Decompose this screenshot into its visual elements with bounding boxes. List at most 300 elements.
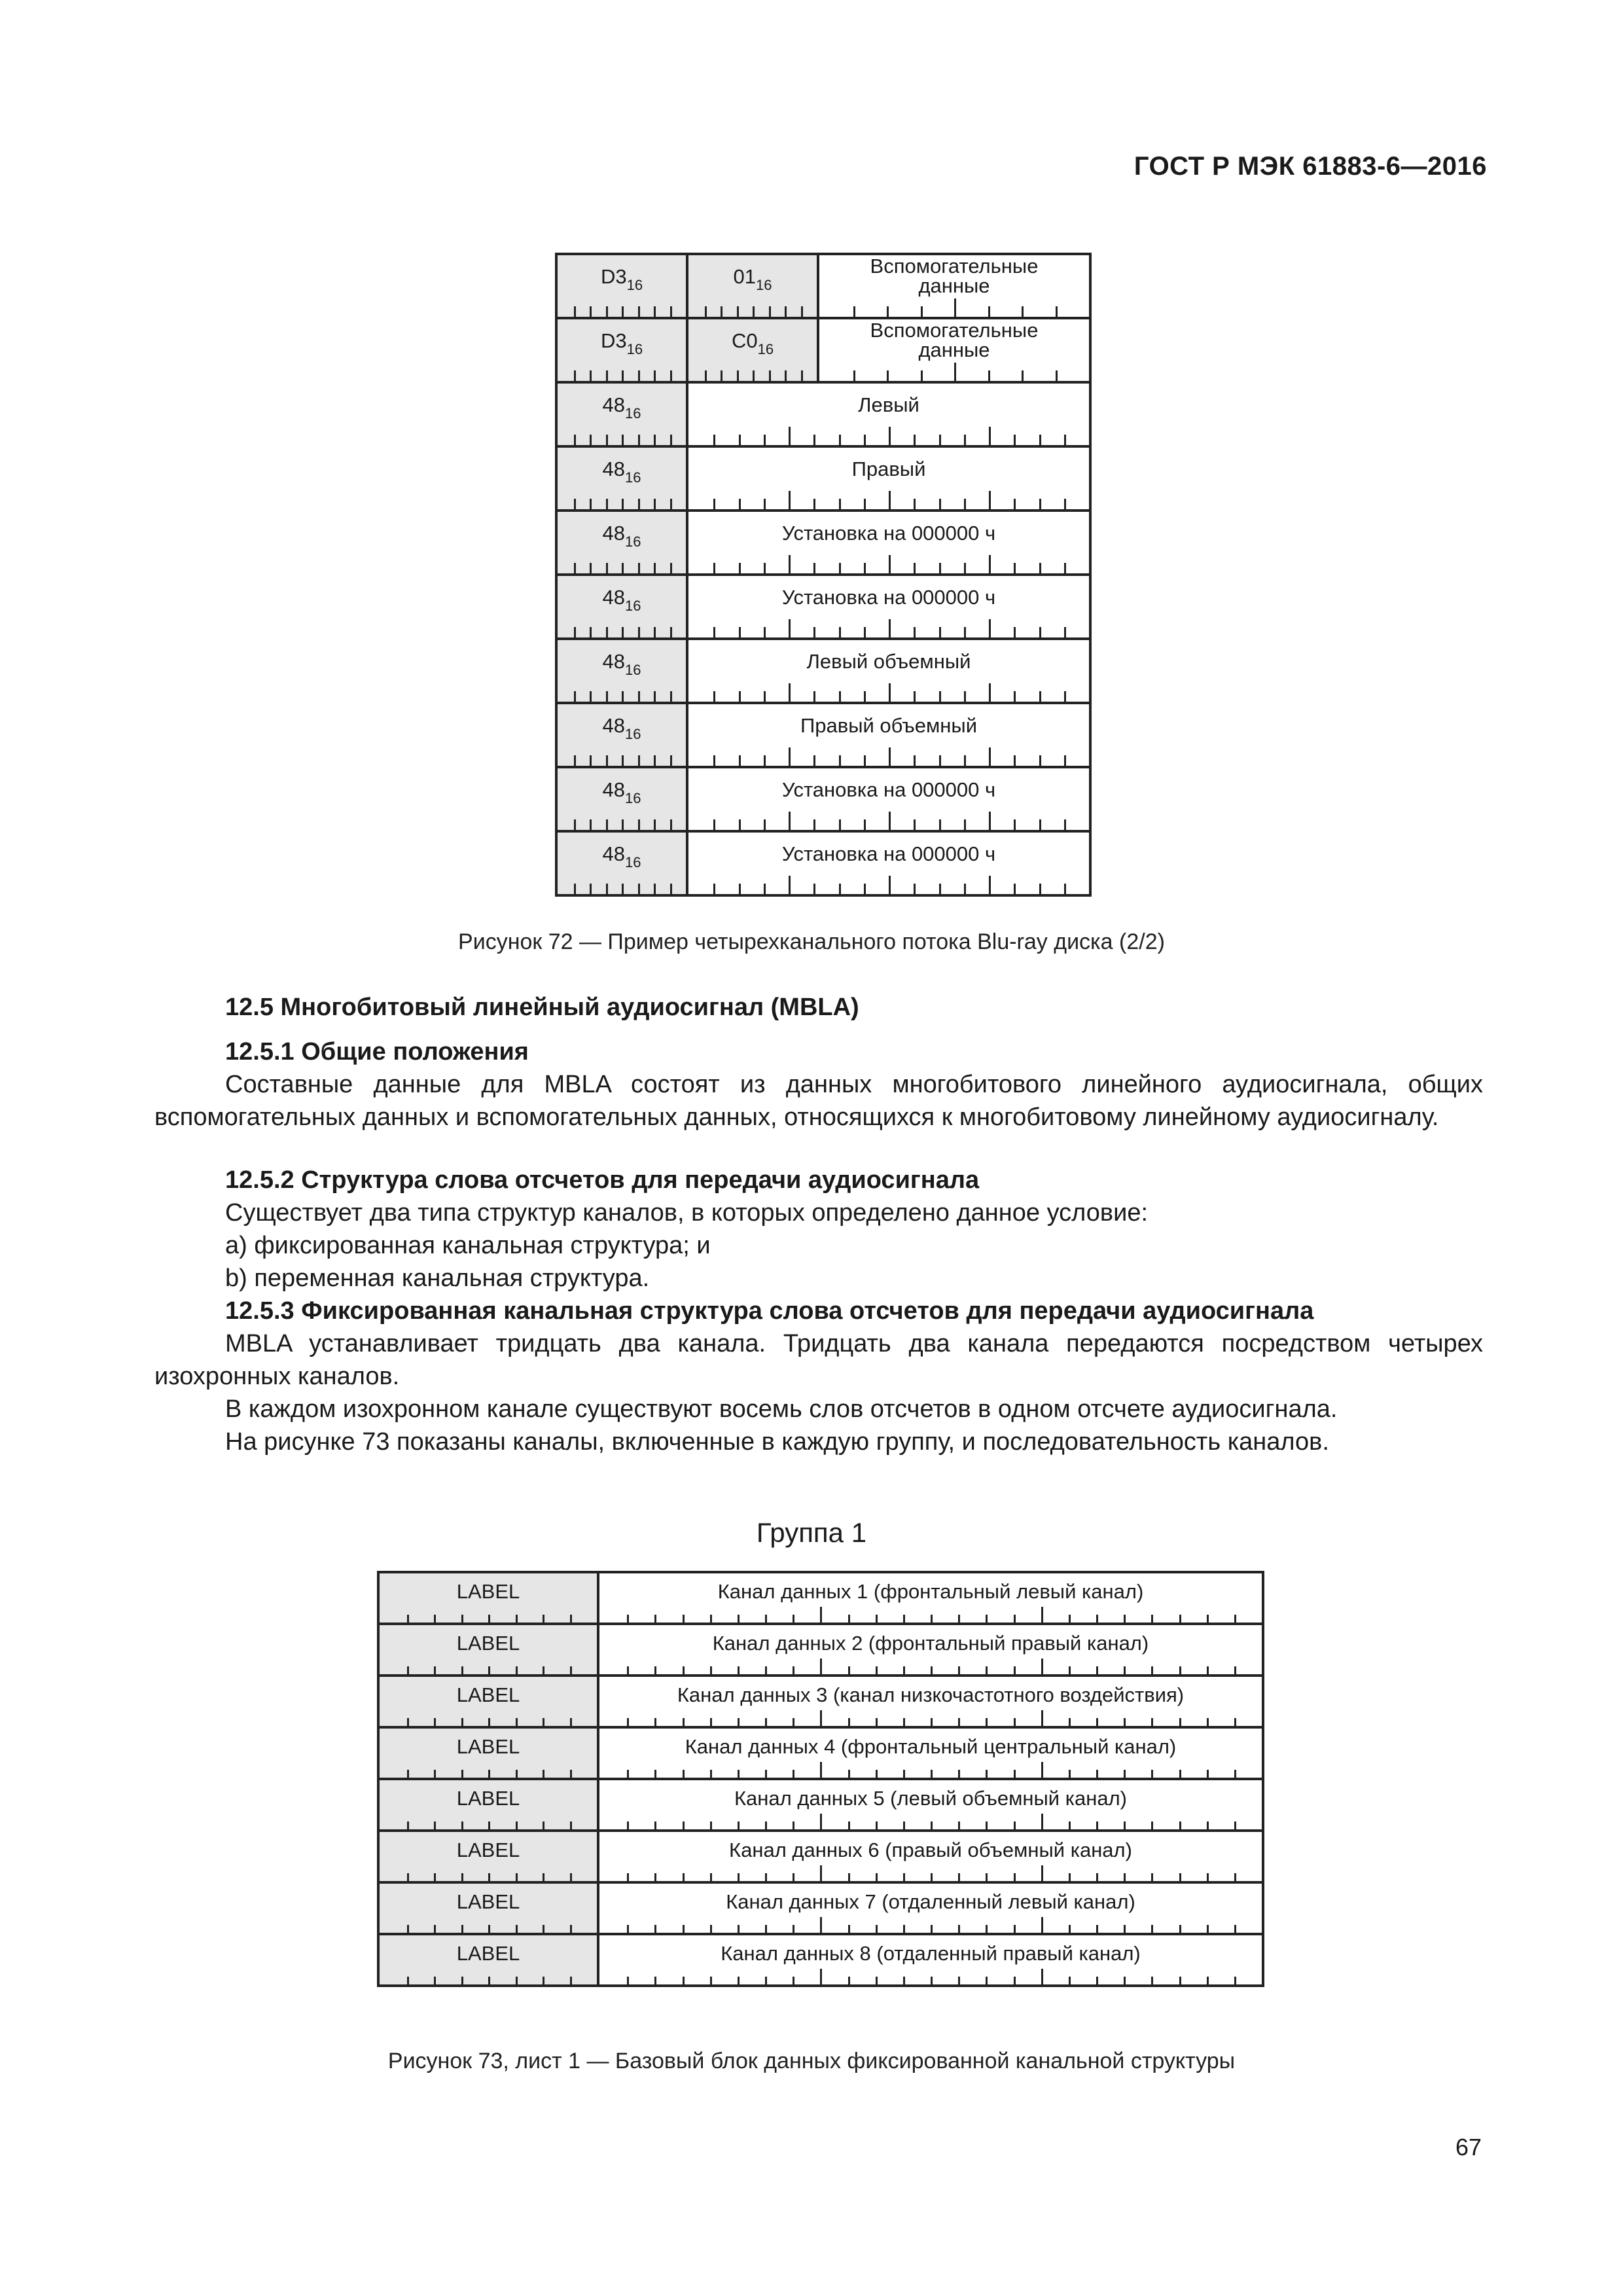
tick [939, 819, 941, 830]
tick [889, 747, 891, 766]
tick [903, 1873, 905, 1881]
section-heading-12-5-3: 12.5.3 Фиксированная канальная структура слова отсчетов для передачи аудиосигнала [225, 1297, 1314, 1325]
tick [1064, 435, 1066, 445]
hex-code-label [558, 652, 686, 680]
channel-label [688, 780, 1089, 800]
tick [1022, 370, 1024, 381]
hex-code-base: 16 [625, 598, 641, 614]
tick [1039, 755, 1041, 766]
tick [964, 691, 966, 702]
tick [627, 1925, 629, 1933]
tick [638, 884, 640, 894]
channel-cell [688, 768, 1089, 830]
tick [670, 819, 672, 830]
tick [848, 1770, 850, 1778]
tick [789, 555, 791, 573]
tick [434, 1615, 436, 1623]
tick [638, 370, 640, 381]
tick [1151, 1873, 1153, 1881]
tick [570, 1873, 572, 1881]
tick [764, 627, 766, 637]
hex-code-cell [558, 384, 688, 445]
tick [986, 1615, 988, 1623]
channel-cell [688, 833, 1089, 894]
tick [889, 427, 891, 445]
tick [461, 1770, 463, 1778]
tick [488, 1666, 490, 1674]
tick [986, 1925, 988, 1933]
tick [570, 1615, 572, 1623]
tick [574, 755, 576, 766]
hex-code-value: 48 [602, 586, 625, 609]
tick [627, 1615, 629, 1623]
label-cell [380, 1780, 599, 1829]
tick [914, 499, 916, 509]
tick [1014, 1770, 1016, 1778]
tick [622, 691, 624, 702]
tick [1064, 755, 1066, 766]
tick [986, 1770, 988, 1778]
tick [793, 1615, 794, 1623]
tick [570, 1925, 572, 1933]
tick [813, 627, 815, 637]
tick [889, 683, 891, 702]
tick [606, 627, 608, 637]
tick [1234, 1925, 1236, 1933]
label-text: LABEL [456, 1580, 520, 1603]
tick [738, 1873, 740, 1881]
tick [793, 1925, 794, 1933]
hex-code-label [558, 588, 686, 616]
data-channel-label: Канал данных 3 (канал низкочастотного воздействия) [677, 1683, 1185, 1706]
tick [638, 691, 640, 702]
tick [654, 1977, 656, 1984]
tick [710, 1718, 712, 1726]
tick [434, 1821, 436, 1829]
tick [1179, 1821, 1181, 1829]
tick [1096, 1770, 1098, 1778]
tick [683, 1821, 685, 1829]
hex-code-label [688, 267, 817, 295]
tick [769, 306, 771, 317]
tick [627, 1821, 629, 1829]
tick [606, 499, 608, 509]
tick [813, 884, 815, 894]
tick [789, 747, 791, 766]
tick [1207, 1925, 1209, 1933]
hex-code-base: 16 [625, 790, 641, 806]
channel-label-line: Левый объемный [806, 650, 971, 673]
tick [1039, 499, 1041, 509]
tick [988, 306, 990, 317]
tick [627, 1718, 629, 1726]
hex-code-base: 16 [757, 341, 774, 357]
tick [654, 1666, 656, 1674]
channel-label-line: Установка на 000000 ч [781, 778, 996, 801]
tick [738, 1977, 740, 1984]
tick [765, 1925, 767, 1933]
hex-code-label [558, 780, 686, 808]
tick-marks [558, 495, 686, 509]
tick [705, 306, 707, 317]
hex-code-cell [688, 319, 819, 381]
tick [654, 1615, 656, 1623]
tick [638, 306, 640, 317]
hex-code-base: 16 [625, 405, 641, 422]
tick [1039, 627, 1041, 637]
tick-marks [380, 1661, 597, 1674]
tick [958, 1873, 960, 1881]
tick [958, 1925, 960, 1933]
figure-73-row [380, 1729, 1262, 1780]
tick [1039, 563, 1041, 573]
label-text: LABEL [456, 1839, 520, 1861]
hex-code-value: D3 [600, 329, 627, 352]
tick [939, 755, 941, 766]
tick [516, 1977, 518, 1984]
tick [739, 691, 741, 702]
tick [739, 435, 741, 445]
tick [848, 1615, 850, 1623]
tick-marks [688, 431, 1089, 445]
tick [988, 370, 990, 381]
tick [1039, 435, 1041, 445]
tick [813, 691, 815, 702]
section-heading-12-5-1: 12.5.1 Общие положения [225, 1038, 529, 1066]
tick [876, 1821, 878, 1829]
tick [1124, 1821, 1126, 1829]
data-channel-cell [599, 1884, 1262, 1933]
tick [543, 1977, 544, 1984]
tick-marks [380, 1920, 597, 1933]
tick [876, 1873, 878, 1881]
tick-marks [380, 1971, 597, 1984]
tick [903, 1925, 905, 1933]
tick [765, 1770, 767, 1778]
tick [622, 819, 624, 830]
figure-73-row [380, 1935, 1262, 1987]
tick-marks [380, 1765, 597, 1778]
tick [590, 819, 592, 830]
tick [958, 1615, 960, 1623]
tick [839, 563, 841, 573]
tick-marks [688, 559, 1089, 573]
data-channel-label: Канал данных 4 (фронтальный центральный канал) [685, 1735, 1177, 1758]
tick [590, 499, 592, 509]
tick [986, 1873, 988, 1881]
tick [813, 563, 815, 573]
tick [1234, 1770, 1236, 1778]
tick [606, 755, 608, 766]
tick [1041, 1814, 1043, 1829]
tick [1234, 1615, 1236, 1623]
tick [964, 819, 966, 830]
label-cell [380, 1729, 599, 1778]
tick-marks [599, 1816, 1262, 1829]
tick [516, 1615, 518, 1623]
tick [820, 1814, 822, 1829]
tick [407, 1666, 409, 1674]
figure-73-caption: Рисунок 73, лист 1 — Базовый блок данных фиксированной канальной структуры [387, 2049, 1236, 2073]
tick [939, 884, 941, 894]
tick [864, 563, 866, 573]
tick [793, 1718, 794, 1726]
hex-code-cell [558, 833, 688, 894]
tick [958, 1821, 960, 1829]
tick [964, 435, 966, 445]
tick [739, 884, 741, 894]
tick [1014, 563, 1016, 573]
tick [407, 1873, 409, 1881]
tick [407, 1821, 409, 1829]
tick [848, 1977, 850, 1984]
channel-label [688, 652, 1089, 672]
tick [889, 812, 891, 830]
tick [964, 627, 966, 637]
label-text: LABEL [456, 1890, 520, 1913]
channel-label [688, 395, 1089, 415]
tick [989, 491, 991, 509]
tick [1069, 1666, 1071, 1674]
tick [738, 1925, 740, 1933]
tick [820, 1659, 822, 1674]
tick [789, 876, 791, 894]
tick [713, 499, 715, 509]
tick [1069, 1821, 1071, 1829]
tick-marks [599, 1609, 1262, 1623]
hex-code-cell [688, 255, 819, 317]
tick-marks [380, 1609, 597, 1623]
hex-code-value: 48 [602, 778, 625, 801]
tick [737, 306, 739, 317]
hex-code-value: 48 [602, 457, 625, 480]
tick [606, 691, 608, 702]
tick [434, 1770, 436, 1778]
tick [1234, 1666, 1236, 1674]
group-title: Группа 1 [756, 1517, 867, 1548]
tick [864, 499, 866, 509]
tick [753, 370, 755, 381]
page-number: 67 [1455, 2134, 1482, 2161]
hex-code-value: 01 [733, 265, 756, 288]
tick [407, 1977, 409, 1984]
data-channel-label: Канал данных 1 (фронтальный левый канал) [717, 1580, 1144, 1603]
hex-code-cell [558, 768, 688, 830]
channel-label-line: Вспомогательные [870, 255, 1039, 278]
paragraph-general [154, 1068, 1483, 1134]
tick [839, 499, 841, 509]
tick [1064, 563, 1066, 573]
data-channel-label: Канал данных 2 (фронтальный правый канал) [712, 1632, 1149, 1655]
channel-label [688, 716, 1089, 736]
tick [1234, 1718, 1236, 1726]
tick [765, 1977, 767, 1984]
tick [606, 884, 608, 894]
paragraph-general-text: Составные данные для MBLA состоят из данных многобитового линейного аудиосигнала, общих вспомогательных данных и вспомогательных данных, относящихся к многобитовому линейному аудиосигналу. [154, 1071, 1483, 1131]
figure-72-row [558, 319, 1089, 384]
tick [1151, 1770, 1153, 1778]
tick [764, 563, 766, 573]
tick [670, 370, 672, 381]
tick [820, 1969, 822, 1984]
tick [622, 627, 624, 637]
tick [820, 1710, 822, 1726]
tick [1124, 1718, 1126, 1726]
tick [1207, 1770, 1209, 1778]
tick [710, 1977, 712, 1984]
tick [590, 435, 592, 445]
tick [1096, 1873, 1098, 1881]
section-heading-12-5-2: 12.5.2 Структура слова отсчетов для передачи аудиосигнала [225, 1166, 980, 1194]
label-cell [380, 1677, 599, 1726]
channel-cell [688, 448, 1089, 509]
tick [713, 563, 715, 573]
label-text: LABEL [456, 1632, 520, 1655]
tick [764, 884, 766, 894]
tick [1014, 1977, 1016, 1984]
tick [876, 1977, 878, 1984]
figure-73-table [377, 1571, 1264, 1987]
tick [853, 306, 855, 317]
tick [638, 819, 640, 830]
tick [570, 1977, 572, 1984]
tick [903, 1615, 905, 1623]
tick [622, 499, 624, 509]
figure-72-row [558, 448, 1089, 512]
tick [958, 1977, 960, 1984]
hex-code-cell [558, 576, 688, 637]
tick [1151, 1925, 1153, 1933]
data-channel-label: Канал данных 5 (левый объемный канал) [734, 1787, 1127, 1810]
tick [488, 1821, 490, 1829]
tick [683, 1977, 685, 1984]
tick [516, 1925, 518, 1933]
channel-label-line: данные [918, 274, 990, 297]
tick [670, 755, 672, 766]
tick-marks [688, 880, 1089, 894]
tick [710, 1666, 712, 1674]
hex-code-label [558, 267, 686, 295]
label-cell [380, 1625, 599, 1674]
tick [1234, 1821, 1236, 1829]
tick [1014, 1615, 1016, 1623]
tick [590, 306, 592, 317]
tick [638, 435, 640, 445]
channel-label-line: данные [918, 338, 990, 361]
hex-code-label [558, 844, 686, 872]
tick-marks [558, 431, 686, 445]
tick [654, 755, 656, 766]
tick [713, 691, 715, 702]
tick [461, 1615, 463, 1623]
tick [574, 691, 576, 702]
tick [574, 370, 576, 381]
tick [864, 691, 866, 702]
tick [1022, 306, 1024, 317]
tick [903, 1821, 905, 1829]
tick [461, 1718, 463, 1726]
tick [516, 1666, 518, 1674]
tick [713, 884, 715, 894]
tick [1014, 1925, 1016, 1933]
tick [864, 819, 866, 830]
tick [488, 1770, 490, 1778]
tick [931, 1718, 933, 1726]
tick [516, 1770, 518, 1778]
tick [1207, 1666, 1209, 1674]
hex-code-label [558, 459, 686, 488]
data-channel-cell [599, 1729, 1262, 1778]
tick [1096, 1821, 1098, 1829]
tick [914, 627, 916, 637]
tick [887, 370, 889, 381]
tick [654, 819, 656, 830]
hex-code-label [558, 395, 686, 423]
tick [1207, 1977, 1209, 1984]
tick [683, 1666, 685, 1674]
tick [789, 683, 791, 702]
tick [839, 627, 841, 637]
tick [793, 1873, 794, 1881]
tick-marks [558, 751, 686, 766]
tick [1179, 1770, 1181, 1778]
tick-marks [688, 816, 1089, 830]
tick-marks [688, 623, 1089, 637]
tick [839, 691, 841, 702]
channel-cell [688, 512, 1089, 573]
tick [710, 1925, 712, 1933]
tick [627, 1770, 629, 1778]
tick [654, 1821, 656, 1829]
tick-marks [380, 1816, 597, 1829]
list-item-b: b) переменная канальная структура. [225, 1265, 650, 1292]
hex-code-base: 16 [756, 277, 772, 293]
tick [931, 1666, 933, 1674]
tick [989, 427, 991, 445]
tick [921, 306, 923, 317]
tick [989, 876, 991, 894]
tick [1039, 691, 1041, 702]
tick [1041, 1969, 1043, 1984]
tick [864, 435, 866, 445]
tick [1179, 1718, 1181, 1726]
tick [765, 1615, 767, 1623]
figure-72-row [558, 255, 1089, 319]
tick [1096, 1666, 1098, 1674]
label-cell [380, 1935, 599, 1984]
tick [958, 1718, 960, 1726]
tick [914, 691, 916, 702]
hex-code-base: 16 [625, 533, 641, 550]
tick [848, 1925, 850, 1933]
tick [516, 1873, 518, 1881]
tick [570, 1718, 572, 1726]
tick [654, 499, 656, 509]
figure-72-row [558, 576, 1089, 640]
tick [903, 1770, 905, 1778]
paragraph-mbla-channels-text: MBLA устанавливает тридцать два канала. Тридцать два канала передаются посредством четырех изохронных каналов. [154, 1330, 1483, 1390]
tick [543, 1615, 544, 1623]
tick [638, 499, 640, 509]
tick [1096, 1977, 1098, 1984]
tick [939, 627, 941, 637]
tick [914, 819, 916, 830]
tick [516, 1718, 518, 1726]
tick-marks [380, 1868, 597, 1881]
hex-code-base: 16 [626, 341, 643, 357]
tick-marks [688, 495, 1089, 509]
tick [820, 1607, 822, 1623]
